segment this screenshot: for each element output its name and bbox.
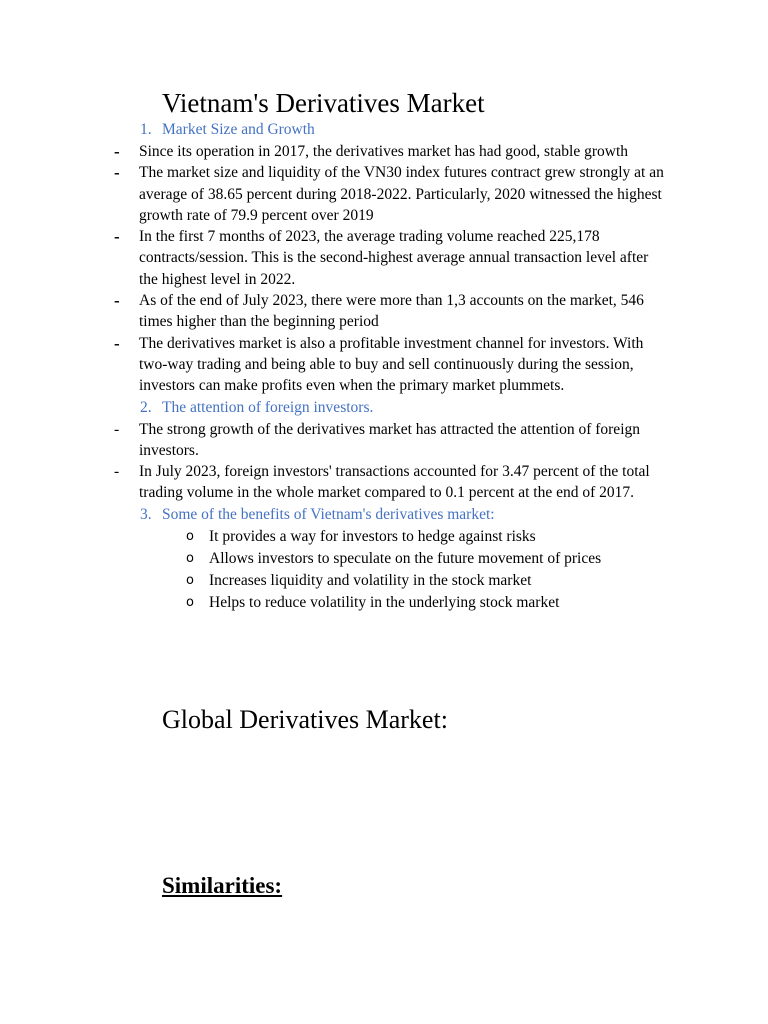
list-item-text: In the first 7 months of 2023, the average trading volume reached 225,178 contracts/session. This is the second-highest average annual transaction level after the highest level in 2022.	[139, 228, 649, 288]
list-item-text: The strong growth of the derivatives market has attracted the attention of foreign investors.	[139, 420, 640, 459]
circle-bullet-icon: o	[186, 572, 194, 588]
list-item-text: Since its operation in 2017, the derivatives market has had good, stable growth	[139, 143, 628, 160]
list-item-text: Helps to reduce volatility in the underlying stock market	[209, 593, 560, 611]
benefit-list-item	[0, 548, 768, 570]
dash-bullet-icon: -	[114, 291, 120, 311]
global-market-heading: Global Derivatives Market:	[162, 705, 448, 734]
benefit-list-item	[0, 592, 768, 614]
bullet-list-item	[0, 226, 768, 290]
circle-bullet-icon: o	[186, 550, 194, 566]
section-number: 1.	[140, 121, 152, 138]
section-heading	[0, 119, 768, 141]
page-title: Vietnam's Derivatives Market	[162, 88, 485, 118]
section-heading	[0, 504, 768, 526]
bullet-list-item	[0, 141, 768, 162]
dash-bullet-icon: -	[114, 333, 120, 353]
list-item-text: As of the end of July 2023, there were more than 1,3 accounts on the market, 546 times higher than the beginning period	[139, 292, 644, 331]
bullet-list-item	[0, 333, 768, 397]
list-item-text: In July 2023, foreign investors' transactions accounted for 3.47 percent of the total trading volume in the whole market compared to 0.1 percent at the end of 2017.	[139, 463, 650, 502]
benefit-list-item	[0, 526, 768, 548]
circle-bullet-icon: o	[186, 528, 194, 544]
list-item-text: The derivatives market is also a profitable investment channel for investors. With two-way trading and being able to buy and sell continuously during the session, investors can make profits even when the primary market plummets.	[139, 334, 644, 395]
bullet-list-item	[0, 290, 768, 333]
dash-bullet-icon: -	[114, 163, 120, 183]
dash-bullet-icon: -	[114, 142, 120, 161]
content-body	[0, 119, 768, 614]
benefit-list-item	[0, 570, 768, 592]
section-number: 2.	[140, 398, 152, 416]
section-number: 3.	[140, 505, 152, 523]
section-heading-text: Some of the benefits of Vietnam's derivatives market:	[162, 505, 495, 523]
circle-bullet-icon: o	[186, 594, 194, 610]
dash-bullet-icon: -	[114, 420, 120, 438]
list-item-text: It provides a way for investors to hedge against risks	[209, 527, 536, 545]
bullet-list-item	[0, 162, 768, 226]
bullet-list-item	[0, 461, 768, 504]
list-item-text: The market size and liquidity of the VN30 index futures contract grew strongly at an average of 38.65 percent during 2018-2022. Particularly, 2020 witnessed the highest growth rate of 79.9 percent over 2019	[139, 164, 664, 224]
dash-bullet-icon: -	[114, 463, 120, 481]
bullet-list-item	[0, 419, 768, 462]
section-heading-text: The attention of foreign investors.	[162, 398, 374, 416]
section-heading	[0, 397, 768, 419]
list-item-text: Allows investors to speculate on the future movement of prices	[209, 549, 602, 567]
dash-bullet-icon: -	[114, 227, 120, 247]
list-item-text: Increases liquidity and volatility in the stock market	[209, 571, 532, 589]
similarities-heading: Similarities:	[162, 873, 283, 898]
section-heading-text: Market Size and Growth	[162, 121, 315, 138]
